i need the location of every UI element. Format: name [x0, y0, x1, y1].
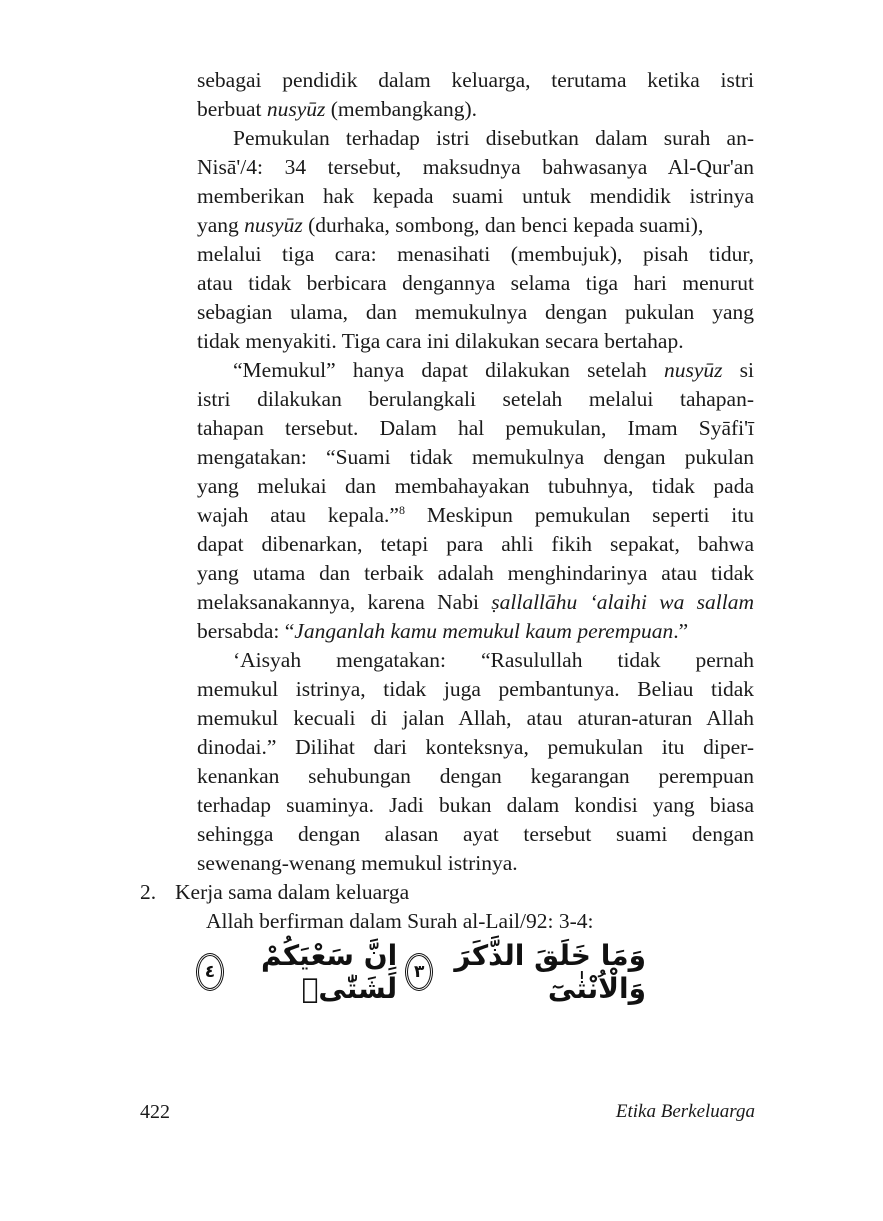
text-line: bersabda: “Janganlah kamu memukul kaum perempuan.”	[197, 619, 689, 643]
text-line: melaksanakannya, karena Nabi ṣallallāhu ‘alaihi wa sallam	[197, 590, 754, 614]
text-line: sebagian ulama, dan memukulnya dengan pukulan yang	[197, 300, 754, 324]
text-line: memberikan hak kepada suami untuk mendidik istrinya	[197, 184, 754, 208]
text-line: dinodai.” Dilihat dari konteksnya, pemukulan itu diper-	[197, 735, 754, 759]
list-number: 2.	[140, 880, 157, 904]
text-line: memukul istrinya, tidak juga pembantunya. Beliau tidak	[197, 677, 754, 701]
section-heading: Kerja sama dalam keluarga	[175, 880, 410, 904]
text-line: sehingga dengan alasan ayat tersebut suami dengan	[197, 822, 754, 846]
italic-term: nusyūz	[663, 358, 723, 382]
text-line: yang nusyūz (durhaka, sombong, dan benci kepada suami),	[197, 213, 704, 237]
text-line: sebagai pendidik dalam keluarga, terutama ketika istri	[197, 68, 754, 92]
italic-term: nusyūz	[266, 97, 326, 121]
text-line: sewenang-wenang memukul istrinya.	[197, 851, 518, 875]
ayah-marker-3: ٣	[405, 953, 433, 991]
text-line: memukul kecuali di jalan Allah, atau aturan-aturan Allah	[197, 706, 754, 730]
text-line: Nisā'/4: 34 tersebut, maksudnya bahwasanya Al-Qur'an	[197, 155, 754, 179]
text-line: terhadap suaminya. Jadi bukan dalam kondisi yang biasa	[197, 793, 754, 817]
text-line: yang utama dan terbaik adalah menghindarinya atau tidak	[197, 561, 754, 585]
italic-quote: Janganlah kamu memukul kaum perempuan	[294, 619, 674, 643]
arabic-verse-3: وَمَا خَلَقَ الذَّكَرَ وَالْاُنْثٰىٓ	[454, 939, 646, 1005]
footnote-marker[interactable]: 8	[398, 503, 405, 517]
text-line: “Memukul” hanya dapat dilakukan setelah nusyūz si	[233, 358, 755, 382]
text-line: istri dilakukan berulangkali setelah melalui tahapan-	[197, 387, 754, 411]
italic-phrase: ṣallallāhu ‘alaihi wa sallam	[491, 590, 754, 614]
text-line: ‘Aisyah mengatakan: “Rasulullah tidak pernah	[233, 648, 754, 672]
text-line: berbuat nusyūz (membangkang).	[197, 97, 478, 121]
text-line: Pemukulan terhadap istri disebutkan dalam surah an-	[233, 126, 754, 150]
arabic-verse-4: اِنَّ سَعْيَكُمْ لَشَتّٰىۗ	[260, 939, 398, 1005]
text-line: wajah atau kepala.”$^8$ Meskipun pemukulan seperti itu	[197, 503, 754, 527]
text-line: yang melukai dan membahayakan tubuhnya, tidak pada	[197, 474, 754, 498]
text-line: kenankan sehubungan dengan kegarangan perempuan	[197, 764, 754, 788]
text-line: tahapan tersebut. Dalam hal pemukulan, Imam Syāfi'ī	[197, 416, 754, 440]
text-line: melalui tiga cara: menasihati (membujuk), pisah tidur,	[197, 242, 754, 266]
text-line: dapat dibenarkan, tetapi para ahli fikih sepakat, bahwa	[197, 532, 754, 556]
italic-term: nusyūz	[244, 213, 303, 237]
text-line: mengatakan: “Suami tidak memukulnya dengan pukulan	[197, 445, 754, 469]
ayah-marker-4: ٤	[196, 953, 224, 991]
quran-verse	[196, 939, 646, 1005]
running-title: Etika Berkeluarga	[615, 1101, 755, 1122]
page-number: 422	[140, 1101, 170, 1123]
text-line: atau tidak berbicara dengannya selama tiga hari menurut	[197, 271, 754, 295]
verse-intro: Allah berfirman dalam Surah al-Lail/92: 3-4:	[206, 909, 594, 933]
text-line: tidak menyakiti. Tiga cara ini dilakukan secara bertahap.	[197, 329, 684, 353]
